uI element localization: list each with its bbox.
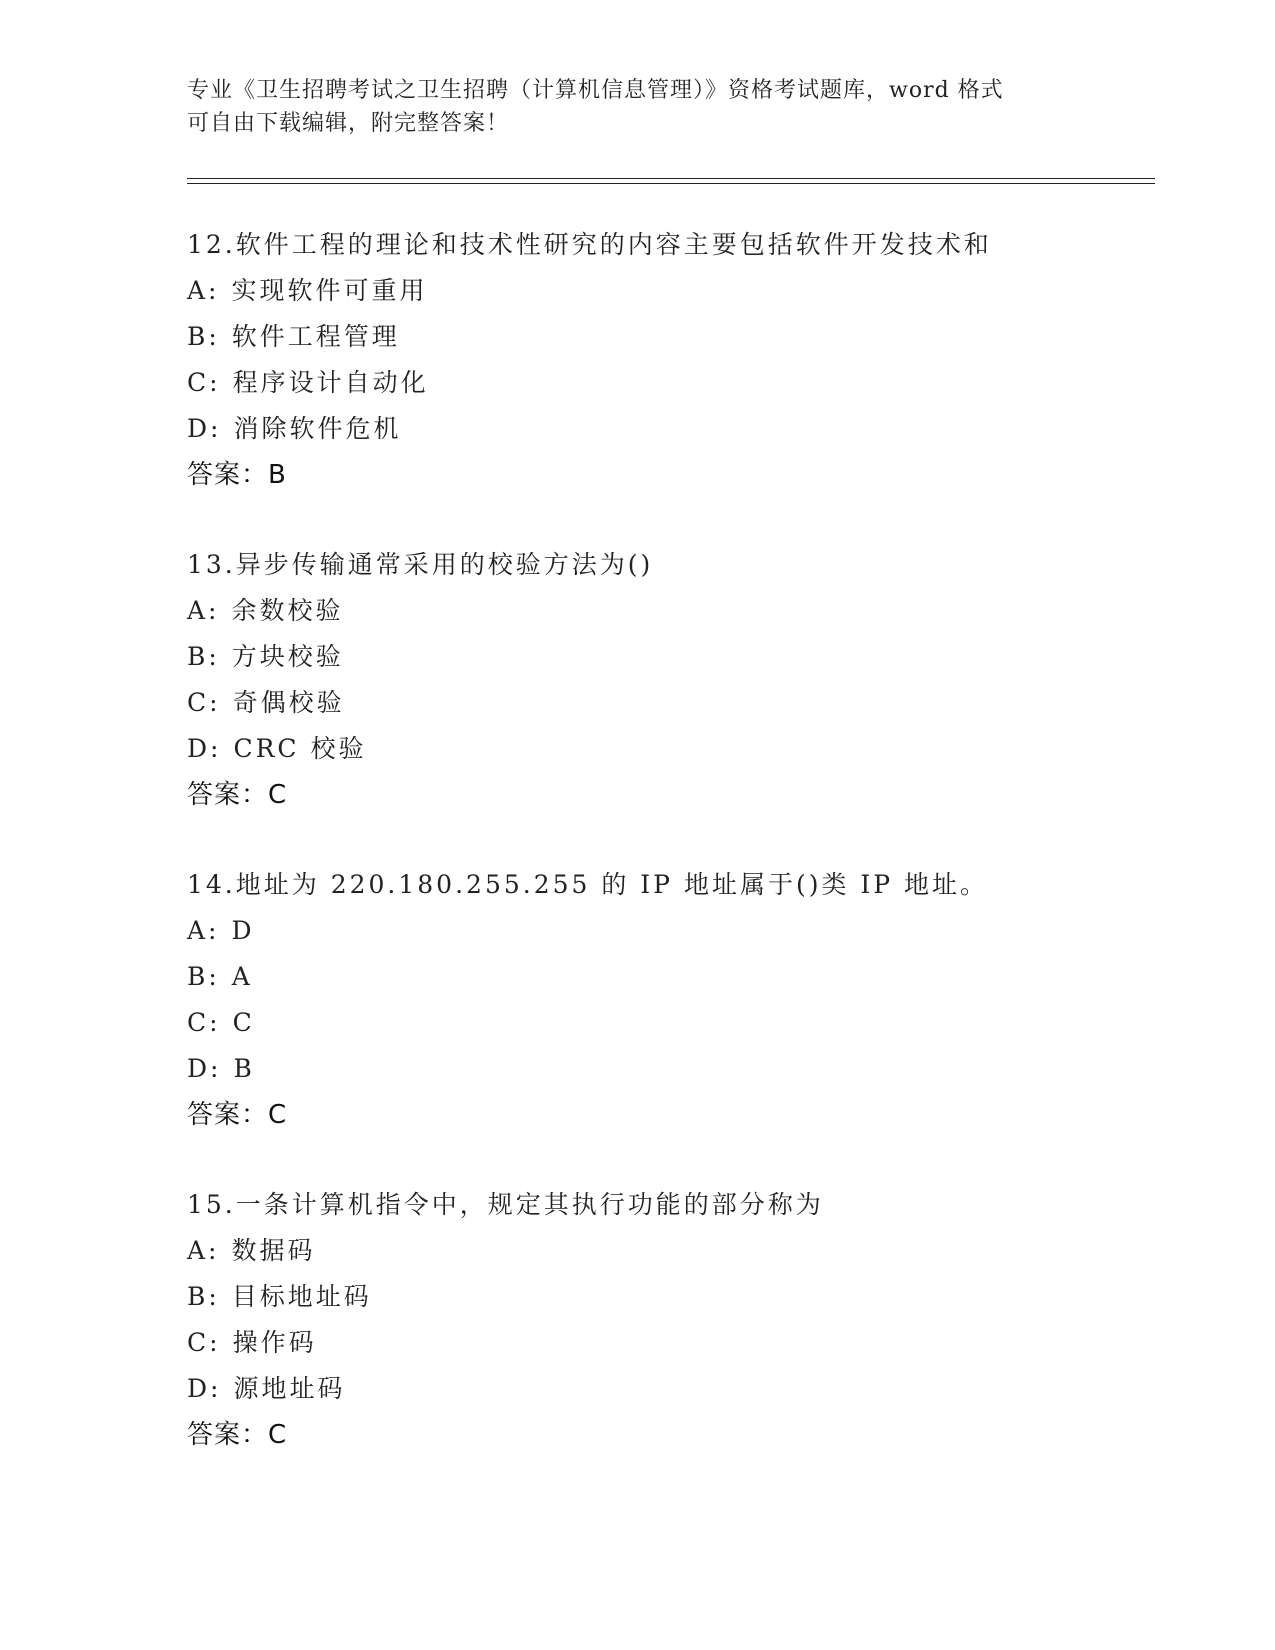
option-text: D [231,916,255,945]
header-divider-top [187,178,1155,179]
option-a [187,588,1187,634]
option-text: 余数校验 [231,596,344,625]
option-text: CRC 校验 [233,734,367,763]
header-line-2: 可自由下载编辑，附完整答案！ [187,111,510,136]
option-text: 数据码 [231,1236,316,1265]
answer-value: C [268,780,288,810]
option-text: 消除软件危机 [233,414,402,443]
option-d [187,406,1187,452]
option-a [187,1228,1187,1274]
question-text: 13.异步传输通常采用的校验方法为() [187,550,654,579]
option-letter: B: [187,962,220,991]
option-text: 目标地址码 [231,1282,372,1311]
answer-value: C [268,1420,288,1450]
option-letter: B: [187,322,220,351]
option-text: 奇偶校验 [232,688,345,717]
option-text: 方块校验 [231,642,344,671]
answer-label: 答案： [187,1100,269,1130]
option-c [187,360,1187,406]
answer-line [187,452,1187,498]
option-letter: D: [187,1054,222,1083]
question-text: 14.地址为 220.180.255.255 的 IP 地址属于()类 IP 地址。 [187,870,989,899]
option-letter: A: [187,596,220,625]
question-text: 15.一条计算机指令中，规定其执行功能的部分称为 [187,1190,824,1219]
option-text: 软件工程管理 [231,322,400,351]
question-block [187,1182,1187,1458]
option-letter: C: [187,368,221,397]
option-a [187,268,1187,314]
option-b [187,1274,1187,1320]
answer-value: C [268,1100,288,1130]
option-c [187,680,1187,726]
option-letter: B: [187,642,220,671]
question-block [187,862,1187,1138]
option-b [187,314,1187,360]
option-letter: C: [187,1008,221,1037]
option-text: 程序设计自动化 [232,368,429,397]
question-block [187,222,1187,498]
answer-value: B [268,460,287,490]
answer-label: 答案： [187,460,269,490]
option-letter: D: [187,1374,222,1403]
option-letter: A: [187,276,220,305]
document-header [187,74,1087,140]
option-letter: C: [187,688,221,717]
header-divider-bottom [187,183,1155,184]
option-letter: A: [187,1236,220,1265]
question-text: 12.软件工程的理论和技术性研究的内容主要包括软件开发技术和 [187,230,992,259]
option-b [187,954,1187,1000]
option-a [187,908,1187,954]
option-d [187,1366,1187,1412]
option-d [187,1046,1187,1092]
option-text: C [232,1008,255,1037]
option-text: 实现软件可重用 [231,276,428,305]
answer-line [187,1092,1187,1138]
option-d [187,726,1187,772]
option-c [187,1320,1187,1366]
header-line-1: 专业《卫生招聘考试之卫生招聘（计算机信息管理）》资格考试题库，word 格式 [187,78,1004,103]
answer-label: 答案： [187,780,269,810]
answer-line [187,1412,1187,1458]
answer-line [187,772,1187,818]
option-letter: D: [187,414,222,443]
option-b [187,634,1187,680]
option-letter: A: [187,916,220,945]
question-block [187,542,1187,818]
option-c [187,1000,1187,1046]
option-text: 源地址码 [233,1374,346,1403]
answer-label: 答案： [187,1420,269,1450]
option-text: 操作码 [232,1328,317,1357]
option-letter: B: [187,1282,220,1311]
option-letter: D: [187,734,222,763]
option-text: A [231,962,253,991]
option-text: B [233,1054,255,1083]
option-letter: C: [187,1328,221,1357]
